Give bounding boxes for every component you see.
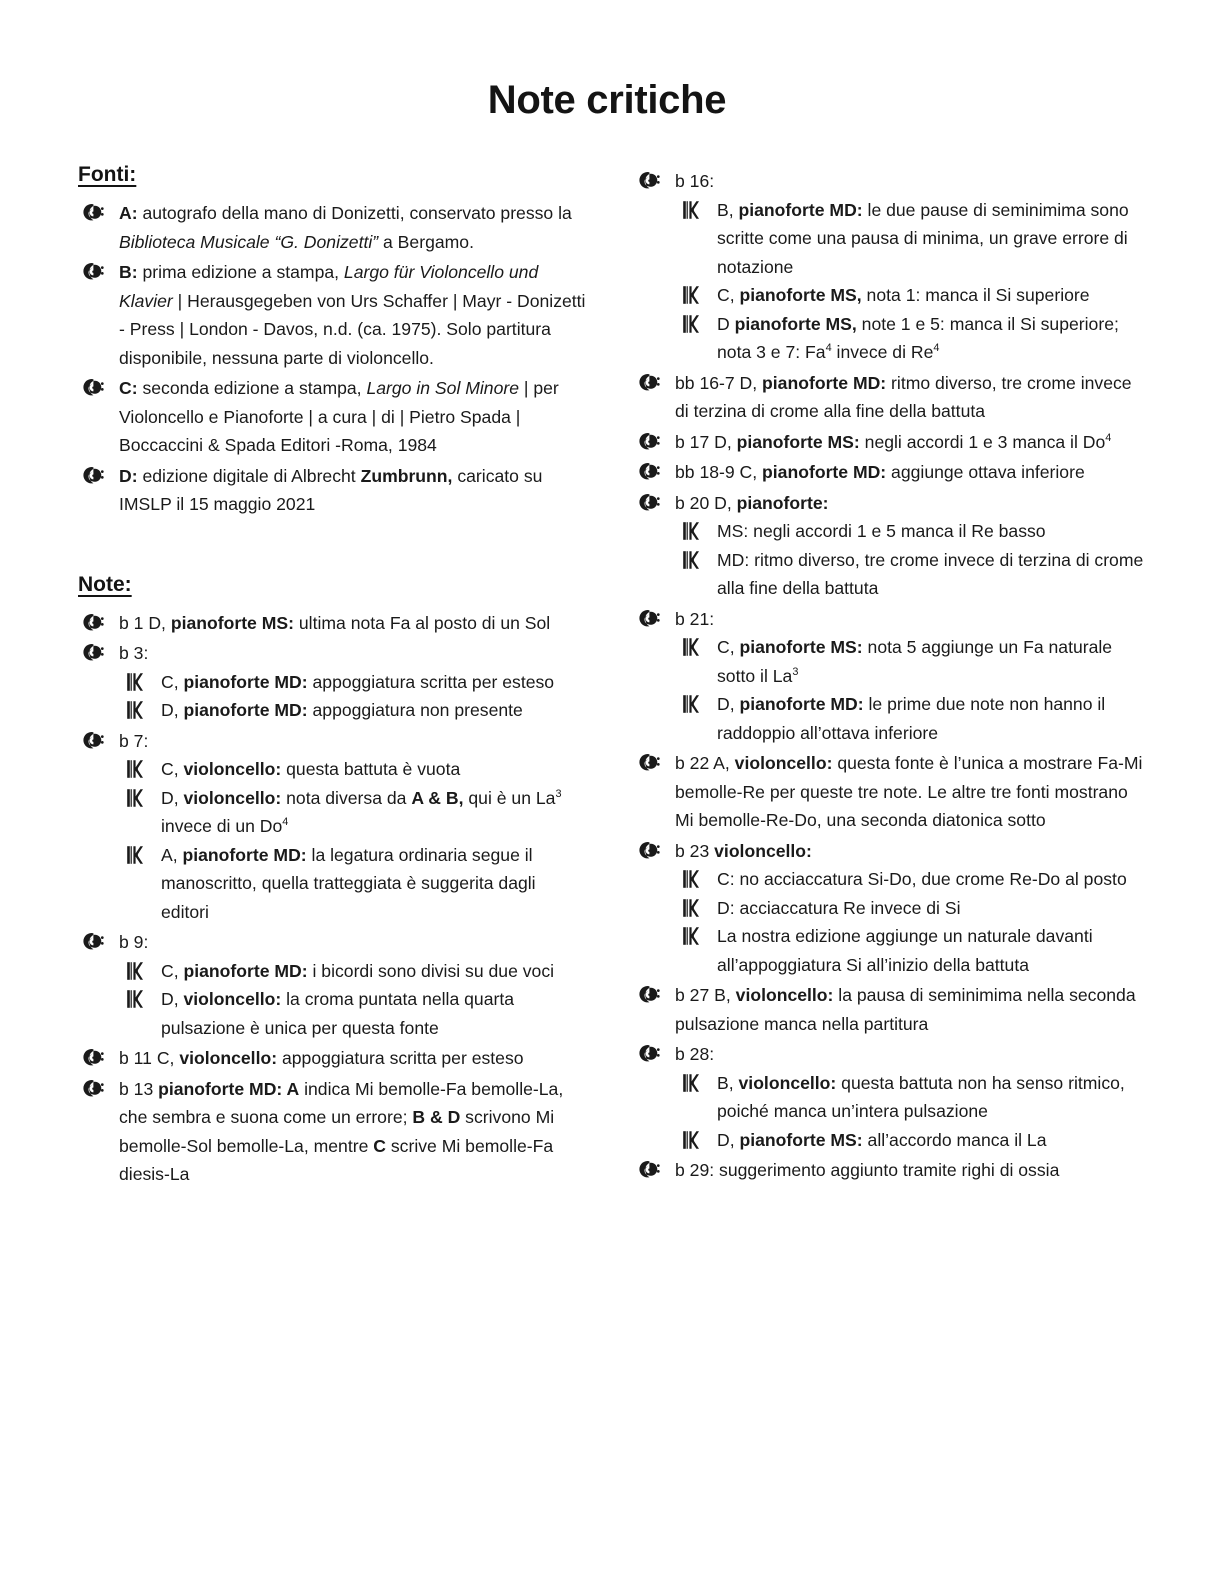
text-run: questa fonte è l’unica a mostrare Fa-Mi bemolle-Re per queste tre note. Le altre tre fonti mostrano Mi bemolle-Re-Do, una seconda diatonica sotto [675,753,1143,830]
gclef-bullet-icon [636,429,662,453]
text-run: | per Violoncello e Pianoforte | a cura | di | Pietro Spada | Boccaccini & Spada Editori -Roma, 1984 [119,378,559,455]
list-item [634,605,1144,748]
text-run: D: acciaccatura Re invece di Si [717,897,961,918]
sub-list-item [675,1069,1144,1126]
text-run: C: [119,378,138,398]
list-item [78,928,588,1042]
sub-list-item-text [717,310,1144,367]
cclef-bullet-icon [681,548,703,572]
sub-list-item-text [717,1126,1144,1155]
sub-list-item-text [717,922,1144,979]
text-run: violoncello: [179,1048,278,1068]
cclef-bullet-icon [125,757,147,781]
text-run: le prime due note non hanno il raddoppio all’ottava inferiore [717,694,1106,743]
text-run: b 29: suggerimento aggiunto tramite righi di ossia [675,1160,1060,1180]
text-run: note 1 e 5: manca il Si superiore; nota 3 e 7: Fa [717,313,1119,362]
text-run: appoggiatura scritta per esteso [277,1048,524,1068]
text-run: b 23 [675,840,715,861]
sub-list-item-text [717,281,1144,310]
text-run: b 13 [119,1078,159,1099]
sub-list [675,517,1144,603]
text-run: B, [717,199,739,220]
text-run: B, [717,1072,739,1093]
text-run: appoggiatura non presente [307,700,523,720]
text-run: violoncello: [734,753,833,773]
cclef-bullet-icon [681,924,703,948]
list-item [634,428,1144,457]
text-run: b 22 A, [675,753,735,773]
text-run: D, [161,700,184,720]
two-column-body [0,123,1214,1191]
text-run: invece di Re [831,342,934,362]
text-run: b 7: [119,730,149,751]
text-run: D, [717,694,740,714]
text-run: b 28: [675,1044,715,1064]
gclef-bullet-icon [80,1045,106,1069]
sub-list-item [675,281,1144,310]
text-run: scrive Mi bemolle-Fa diesis-La [119,1135,554,1184]
cclef-bullet-icon [681,896,703,920]
text-run: C, [161,759,184,779]
text-run: pianoforte MD: [762,372,887,393]
gclef-bullet-icon [80,463,106,487]
gclef-bullet-icon [636,490,662,514]
text-run: C, [717,637,740,657]
text-run: pianoforte MD: [762,462,887,482]
sub-list-item [675,690,1144,747]
cclef-bullet-icon [125,843,147,867]
text-run: caricato su IMSLP il 15 maggio 2021 [119,465,543,514]
sub-list-item-text [717,1069,1144,1126]
text-run: pianoforte MS: [739,1129,863,1150]
text-run: 3 [792,665,799,678]
sub-list [119,957,588,1043]
text-run: b 11 C, [119,1048,180,1068]
text-run: b 27 B, [675,985,736,1005]
text-run: C [373,1135,386,1156]
sub-list [675,1069,1144,1155]
text-run: MS: negli accordi 1 e 5 manca il Re basso [717,521,1046,541]
text-run: la croma puntata nella quarta pulsazione è unica per questa fonte [161,989,515,1038]
list-item-text [675,1156,1144,1185]
sub-list-item [675,633,1144,690]
gclef-bullet-icon [80,259,106,283]
text-run: negli accordi 1 e 3 manca il Do [859,431,1106,452]
list-item-text [119,462,588,519]
list-item [78,1075,588,1189]
text-run: a Bergamo. [378,231,474,252]
sub-list-item-text [161,755,588,784]
text-run: seconda edizione a stampa, [137,378,367,398]
text-run: violoncello: [183,787,282,808]
list-item [634,489,1144,603]
text-run: b 20 D, [675,492,737,513]
sub-list-item-text [717,690,1144,747]
text-run: b 3: [119,643,149,663]
text-run: nota diversa da [281,787,412,808]
list-item-text [675,489,1144,518]
text-run: aggiunge ottava inferiore [886,462,1085,482]
sub-list-item-text [717,517,1144,546]
text-run: pianoforte MD: [738,199,863,220]
list-item [78,462,588,519]
notes-continuation-list [634,167,1144,1185]
list-item [78,199,588,256]
sub-list [675,633,1144,747]
sub-list-item-text [161,668,588,697]
text-run: questa battuta non ha senso ritmico, poiché manca un’intera pulsazione [717,1072,1125,1121]
text-run: pianoforte MD: A [158,1078,300,1099]
sub-list [119,668,588,725]
text-run: B: [119,262,138,282]
text-run: la legatura ordinaria segue il manoscritto, quella tratteggiata è suggerita dagli editori [161,844,536,922]
gclef-bullet-icon [80,929,106,953]
gclef-bullet-icon [80,640,106,664]
page-title: Note critiche [487,78,727,122]
sub-list-item [675,865,1144,894]
sub-list-item [675,196,1144,282]
text-run: qui è un La [463,787,556,808]
list-item-text [119,1075,588,1189]
right-column [634,163,1144,1191]
text-run: violoncello: [714,840,812,861]
text-run: D, [717,1129,740,1150]
text-run: b 1 D, [119,612,171,633]
section-heading: Fonti: [78,163,137,186]
text-run: appoggiatura scritta per esteso [307,671,555,692]
sub-list [675,196,1144,367]
sub-list-item-text [717,865,1144,894]
text-run: D: [119,465,138,486]
sub-list-item-text [161,841,588,927]
list-item-text [119,199,588,256]
list-item-text [675,458,1144,487]
gclef-bullet-icon [80,728,106,752]
list-item [78,639,588,725]
gclef-bullet-icon [80,1076,106,1100]
text-run: b 16: [675,171,715,191]
text-run: le due pause di seminimima sono scritte come una pausa di minima, un grave errore di notazione [717,199,1129,277]
list-item [634,167,1144,367]
text-run: 4 [282,816,289,829]
cclef-bullet-icon [125,959,147,983]
text-run: b 21: [675,608,715,629]
sub-list-item [675,546,1144,603]
list-item [634,369,1144,426]
text-run: autografo della mano di Donizetti, conservato presso la [137,203,572,223]
text-run: bb 16-7 D, [675,372,763,393]
text-run: 4 [1105,431,1112,444]
cclef-bullet-icon [681,692,703,716]
text-run: C, [161,960,184,981]
text-run: pianoforte MS: [736,431,860,452]
text-run: all’accordo manca il La [862,1129,1047,1150]
list-item-text [675,981,1144,1038]
text-run: indica Mi bemolle-Fa bemolle-La, che sembra e suona come un errore; [119,1078,564,1127]
list-item-text [675,837,1144,866]
gclef-bullet-icon [636,750,662,774]
sub-list-item [119,957,588,986]
text-run: A: [119,203,138,223]
left-column [78,163,588,1191]
gclef-bullet-icon [636,982,662,1006]
text-run: 4 [825,342,832,355]
cclef-bullet-icon [125,698,147,722]
gclef-bullet-icon [636,1041,662,1065]
section-list [78,199,588,519]
gclef-bullet-icon [636,838,662,862]
list-item [634,1156,1144,1185]
sub-list-item [675,1126,1144,1155]
list-item-text [675,1040,1144,1069]
gclef-bullet-icon [636,459,662,483]
sub-list-item [119,696,588,725]
list-item-text [675,167,1144,196]
list-item-text [675,428,1144,457]
sub-list-item [119,668,588,697]
list-item-text [119,639,588,668]
text-run: Largo in Sol Minore [366,378,520,398]
text-run: pianoforte MS: [739,637,863,657]
text-run: pianoforte MD: [182,844,307,865]
cclef-bullet-icon [681,312,703,336]
text-run: pianoforte MD: [183,671,308,692]
text-run: bb 18-9 C, [675,462,763,482]
text-run: pianoforte MS: [170,612,294,633]
text-run: b 17 D, [675,431,737,452]
text-run: Biblioteca Musicale “G. Donizetti” [119,231,379,252]
list-item [634,1040,1144,1154]
text-run: 3 [555,787,562,800]
text-run: pianoforte: [736,492,829,513]
text-run: b 9: [119,932,149,952]
text-run: D, [161,989,184,1009]
gclef-bullet-icon [80,375,106,399]
sub-list-item [675,922,1144,979]
gclef-bullet-icon [636,606,662,630]
text-run: D, [161,787,184,808]
sub-list [675,865,1144,979]
text-run: C, [717,285,740,305]
sub-list-item-text [161,784,588,841]
cclef-bullet-icon [125,670,147,694]
sub-list-item-text [161,696,588,725]
text-run: MD: ritmo diverso, tre crome invece di terzina di crome alla fine della battuta [717,549,1144,598]
text-run: C: no acciaccatura Si-Do, due crome Re-Do al posto [717,869,1127,889]
sub-list-item [119,784,588,841]
text-run: A & B, [411,787,464,808]
text-run: | Herausgegeben von Urs Schaffer | Mayr - Donizetti - Press | London - Davos, n.d. (ca. 1975). Solo partitura disponibile, nessuna parte di violoncello. [119,290,586,368]
gclef-bullet-icon [80,200,106,224]
list-item [634,458,1144,487]
gclef-bullet-icon [636,370,662,394]
text-run: violoncello: [735,985,834,1005]
text-run: pianoforte MD: [183,700,308,720]
text-run: ultima nota Fa al posto di un Sol [293,612,551,633]
list-item [78,374,588,460]
sub-list-item-text [717,633,1144,690]
sub-list-item [675,894,1144,923]
text-run: nota 5 aggiunge un Fa naturale sotto il La [717,637,1113,686]
list-item-text [675,605,1144,634]
list-item-text [119,258,588,372]
text-run: La nostra edizione aggiunge un naturale davanti all’appoggiatura Si all’inizio della battuta [717,926,1093,975]
text-run: edizione digitale di Albrecht [137,465,361,486]
list-item-text [119,374,588,460]
text-run: nota 1: manca il Si superiore [861,285,1090,305]
text-run: violoncello: [183,759,282,779]
cclef-bullet-icon [681,867,703,891]
text-run: pianoforte MS, [734,313,857,334]
gclef-bullet-icon [636,168,662,192]
text-run: invece di un Do [161,816,283,836]
list-item [78,258,588,372]
sub-list [119,755,588,926]
sub-list-item-text [717,196,1144,282]
sub-list-item [119,841,588,927]
list-item [78,609,588,638]
text-run: B & D [412,1107,461,1127]
text-run: Zumbrunn, [360,465,453,486]
text-run: violoncello: [738,1072,837,1093]
list-item-text [119,727,588,756]
cclef-bullet-icon [125,786,147,810]
text-run: la pausa di seminimima nella seconda pulsazione manca nella partitura [675,985,1136,1034]
list-item-text [675,369,1144,426]
list-item-text [119,928,588,957]
text-run: Largo für Violoncello und Klavier [119,262,539,311]
sub-list-item-text [161,985,588,1042]
list-item-text [119,609,588,638]
text-run: i bicordi sono divisi su due voci [307,960,555,981]
cclef-bullet-icon [681,519,703,543]
section-list [78,609,588,1189]
text-run: scrivono Mi bemolle-Sol bemolle-La, mentre [119,1107,555,1156]
list-item-text [119,1044,588,1073]
text-run: prima edizione a stampa, [137,262,344,282]
text-run: C, [161,671,184,692]
cclef-bullet-icon [681,1128,703,1152]
gclef-bullet-icon [636,1157,662,1181]
text-run: questa battuta è vuota [281,759,461,779]
text-run: pianoforte MD: [183,960,308,981]
list-item [78,1044,588,1073]
cclef-bullet-icon [681,635,703,659]
sub-list-item [675,517,1144,546]
cclef-bullet-icon [681,198,703,222]
list-item [634,749,1144,835]
sub-list-item [119,985,588,1042]
text-run: violoncello: [183,989,282,1009]
sub-list-item-text [717,546,1144,603]
text-run: A, [161,844,183,865]
cclef-bullet-icon [125,987,147,1011]
section-heading: Note: [78,572,132,596]
list-item [78,727,588,927]
list-item-text [675,749,1144,835]
sub-list-item-text [717,894,1144,923]
sub-list-item [675,310,1144,367]
list-item [634,981,1144,1038]
text-run: pianoforte MS, [739,285,862,305]
text-run: D [717,313,735,334]
cclef-bullet-icon [681,283,703,307]
list-item [634,837,1144,980]
text-run: ritmo diverso, tre crome invece di terzina di crome alla fine della battuta [675,372,1132,421]
cclef-bullet-icon [681,1071,703,1095]
sub-list-item [119,755,588,784]
gclef-bullet-icon [80,610,106,634]
text-run: pianoforte MD: [739,694,864,714]
text-run: 4 [933,342,940,355]
sub-list-item-text [161,957,588,986]
